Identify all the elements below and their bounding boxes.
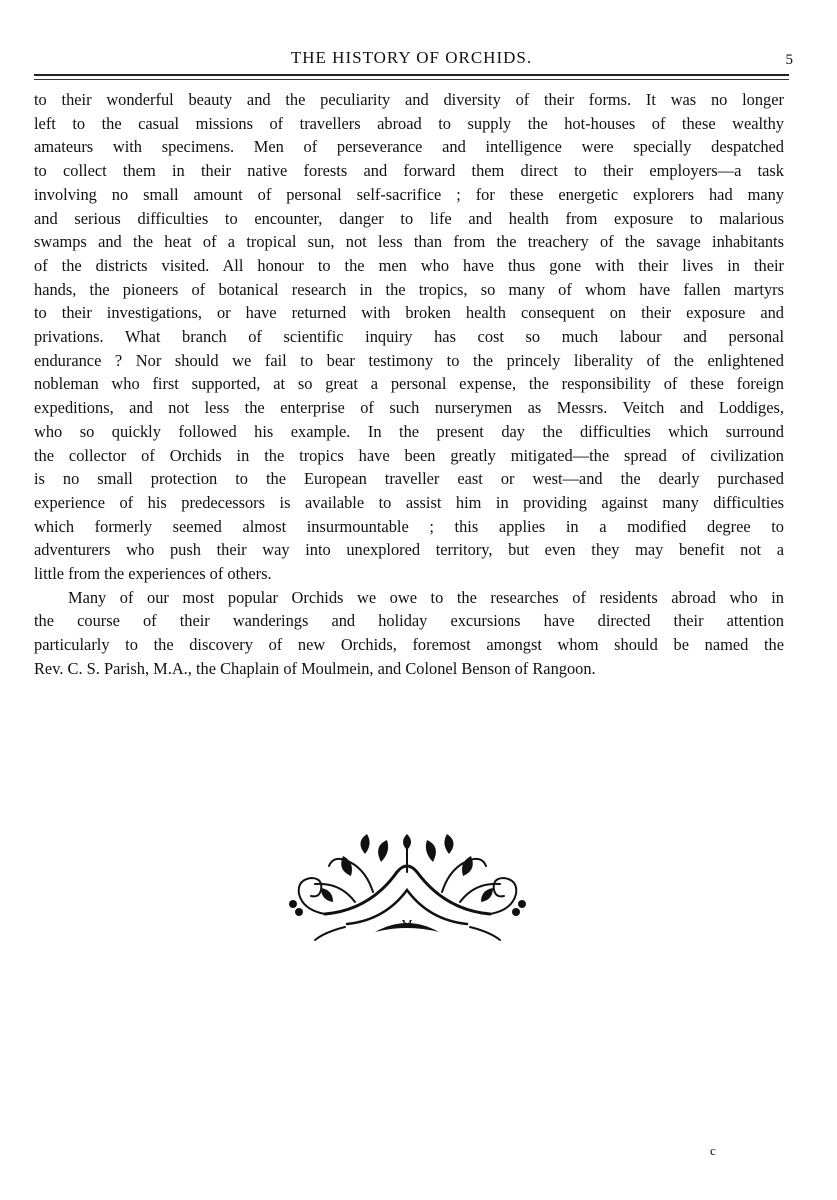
text-line: of the districts visited. All honour to the men who have thus gone with their lives in their (34, 255, 784, 275)
text-line: is no small protection to the European traveller east or west—and the dearly purchased (34, 469, 784, 489)
text-line: to their investigations, or have returned with broken health consequent on their exposure and (34, 303, 784, 323)
ornament-monogram: M (401, 918, 413, 931)
text-line: to collect them in their native forests and forward them direct to their employers—a task (34, 161, 784, 181)
text-line: adventurers who push their way into unexplored territory, but even they may benefit not a (34, 540, 784, 560)
text-line: little from the experiences of others. (34, 564, 272, 584)
header-rule-thick (34, 74, 789, 76)
text-line: amateurs with specimens. Men of perseverance and intelligence were specially despatched (34, 137, 784, 157)
text-line: Many of our most popular Orchids we owe to the researches of residents abroad who in (68, 587, 784, 607)
text-line: the course of their wanderings and holiday excursions have directed their attention (34, 611, 784, 631)
text-line: the collector of Orchids in the tropics have been greatly mitigated—the spread of civilization (34, 445, 784, 465)
text-line: to their wonderful beauty and the peculiarity and diversity of their forms. It was no longer (34, 90, 784, 109)
signature-mark: c (710, 1143, 716, 1158)
text-line: Rev. C. S. Parish, M.A., the Chaplain of Moulmein, and Colonel Benson of Rangoon. (34, 658, 596, 678)
text-line: nobleman who first supported, at so great a personal expense, the responsibility of these foreign (34, 374, 784, 394)
paragraph-2 (34, 586, 784, 681)
running-title: THE HISTORY OF ORCHIDS. (290, 48, 533, 67)
text-line: left to the casual missions of travellers abroad to supply the hot-houses of these wealthy (34, 113, 784, 133)
floral-tailpiece-ornament (285, 832, 530, 944)
page-header (36, 44, 793, 72)
text-line: which formerly seemed almost insurmountable ; this applies in a modified degree to (34, 516, 784, 536)
header-rule-thin (34, 79, 789, 80)
text-line: involving no small amount of personal self-sacrifice ; for these energetic explorers had many (34, 184, 784, 204)
text-line: expeditions, and not less the enterprise of such nurserymen as Messrs. Veitch and Loddiges, (34, 398, 784, 418)
body-text (34, 88, 784, 681)
text-line: swamps and the heat of a tropical sun, not less than from the treachery of the savage inhabitants (34, 232, 784, 252)
text-line: endurance ? Nor should we fail to bear testimony to the princely liberality of the enlightened (34, 350, 784, 370)
text-line: particularly to the discovery of new Orchids, foremost amongst whom should be named the (34, 635, 784, 655)
page-number: 5 (785, 52, 793, 68)
text-line: hands, the pioneers of botanical research in the tropics, so many of whom have fallen martyrs (34, 279, 784, 299)
paragraph-1 (34, 88, 784, 586)
text-line: privations. What branch of scientific inquiry has cost so much labour and personal (34, 327, 784, 347)
text-line: experience of his predecessors is available to assist him in providing against many difficulties (34, 492, 784, 512)
text-line: and serious difficulties to encounter, danger to life and health from exposure to malarious (34, 208, 784, 228)
text-line: who so quickly followed his example. In the present day the difficulties which surround (34, 421, 784, 441)
